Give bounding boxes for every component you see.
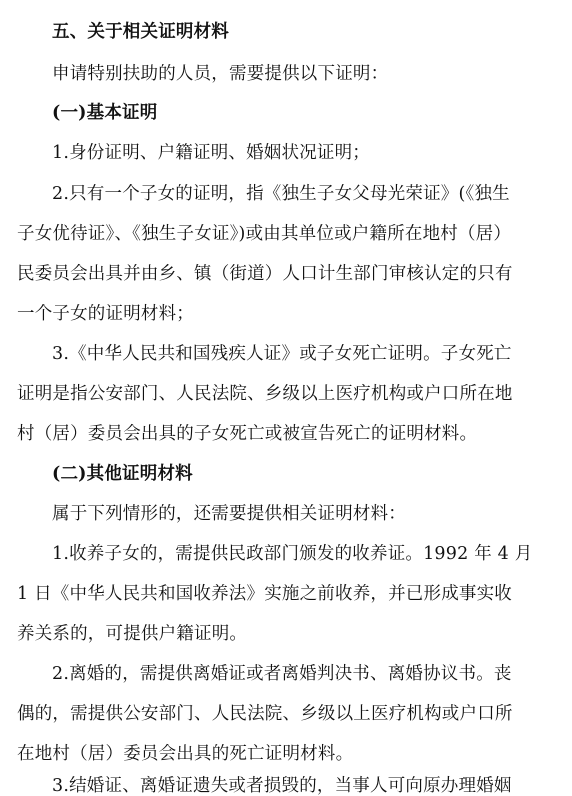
section-title: 五、关于相关证明材料 — [52, 22, 229, 42]
item-2-line-4: 一个子女的证明材料； — [17, 304, 194, 324]
other-item-1-line-2: 1 日《中华人民共和国收养法》实施之前收养，并已形成事实收 — [17, 584, 512, 604]
other-item-2-line-2: 偶的，需提供公安部门、人民法院、乡级以上医疗机构或户口所 — [17, 704, 513, 724]
other-item-1-line-3: 养关系的，可提供户籍证明。 — [17, 624, 248, 644]
other-item-2-line-1: 2.离婚的，需提供离婚证或者离婚判决书、离婚协议书。丧 — [52, 664, 512, 684]
item-2-line-2: 子女优待证》、《独生子女证》)或由其单位或户籍所在地村（居） — [17, 224, 512, 244]
subsection-title-basic: (一)基本证明 — [52, 103, 158, 123]
other-item-1-line-1: 1.收养子女的，需提供民政部门颁发的收养证。1992 年 4 月 — [52, 544, 533, 564]
item-3-line-1: 3.《中华人民共和国残疾人证》或子女死亡证明。子女死亡 — [52, 344, 512, 364]
other-item-2-line-3: 在地村（居）委员会出具的死亡证明材料。 — [17, 744, 354, 764]
paragraph-other-intro: 属于下列情形的，还需要提供相关证明材料： — [52, 504, 406, 524]
item-3-line-3: 村（居）委员会出具的子女死亡或被宣告死亡的证明材料。 — [17, 424, 478, 444]
item-2-line-3: 民委员会出具并由乡、镇（街道）人口计生部门审核认定的只有 — [17, 264, 513, 284]
item-1: 1.身份证明、户籍证明、婚姻状况证明； — [52, 143, 370, 163]
other-item-3-line-1: 3.结婚证、离婚证遗失或者损毁的，当事人可向原办理婚姻 — [52, 776, 512, 796]
item-3-line-2: 证明是指公安部门、人民法院、乡级以上医疗机构或户口所在地 — [17, 384, 513, 404]
item-2-line-1: 2.只有一个子女的证明，指《独生子女父母光荣证》(《独生 — [52, 184, 510, 204]
paragraph-intro: 申请特别扶助的人员，需要提供以下证明： — [52, 64, 389, 84]
subsection-title-other: (二)其他证明材料 — [52, 464, 193, 484]
